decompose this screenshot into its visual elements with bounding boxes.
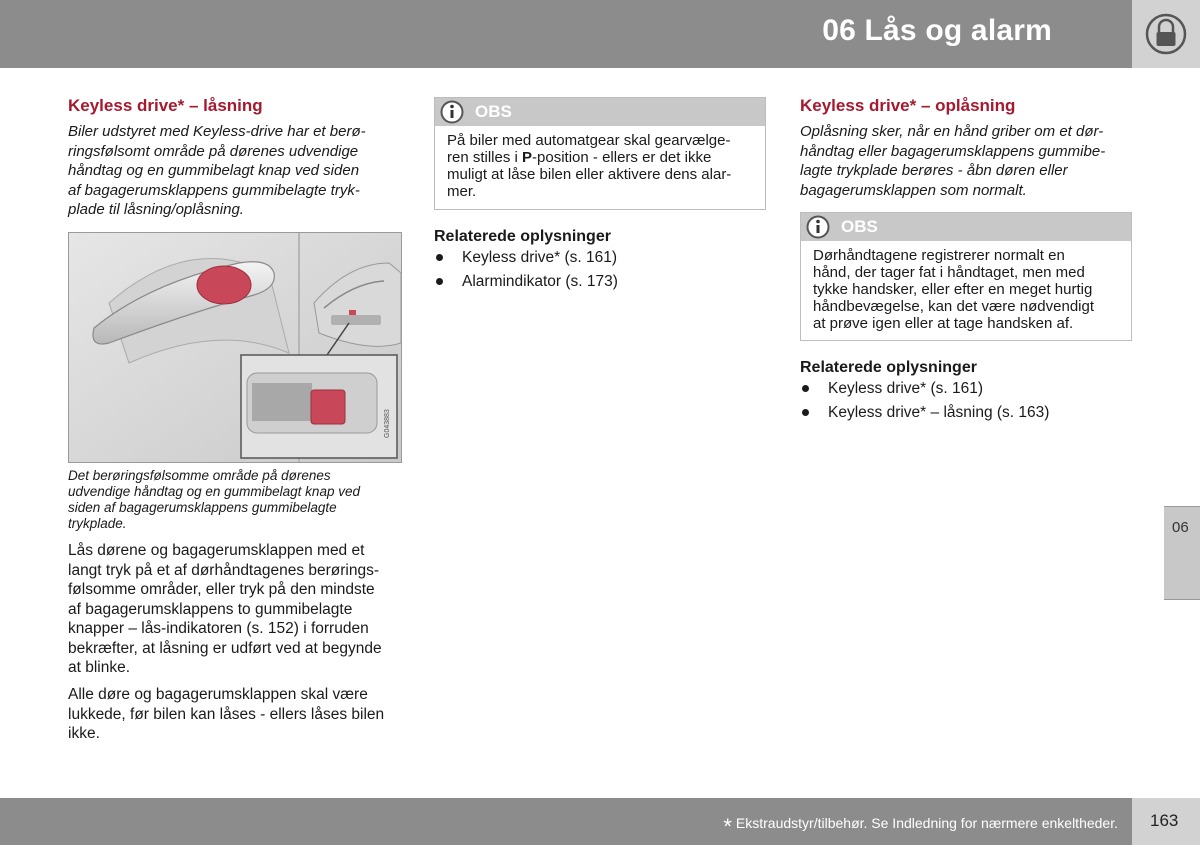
info-icon — [805, 215, 831, 239]
header-bar — [0, 0, 1132, 68]
door-handle-drawing — [69, 233, 401, 462]
obs-note-automatic-gear — [434, 97, 766, 210]
right-section-title: Keyless drive* – oplåsning — [800, 96, 1016, 115]
footer-note: * Ekstraudstyr/tilbehør. Se Indledning for nærmere enkeltheder. — [723, 814, 1118, 839]
figure-code: G043883 — [384, 409, 391, 438]
figure-caption: Det berøringsfølsomme område på dørenes udvendige håndtag og en gummibelagt knap ved siden af bagagerumsklappens gummibelagte trykplade. — [68, 468, 360, 531]
locking-paragraph: Lås dørene og bagagerumsklappen med et langt tryk på et af dørhåndtagenes berørings- følsomme områder, eller tryk på den mindste af bagagerumsklappens to gummibelagte knapper – lås-indikatoren (s. 152) i forruden bekræfter, at låsning er udført ved at begynde at blinke. — [68, 542, 382, 676]
obs-text: På biler med automatgear skal gearvælge- ren stilles i P-position - ellers er det ikke muligt at låse bilen eller aktivere dens alar- mer. — [447, 132, 732, 200]
related-link-keyless-locking[interactable]: Keyless drive* – låsning (s. 163) — [800, 403, 1049, 427]
doors-closed-paragraph: Alle døre og bagagerumsklappen skal være lukkede, før bilen kan låses - ellers låses bilen ikke. — [68, 686, 385, 742]
chapter-title: 06 Lås og alarm — [822, 14, 1052, 47]
obs-note-gloves — [800, 212, 1132, 341]
obs-label: OBS — [475, 102, 512, 121]
middle-related-title: Relaterede oplysninger — [434, 228, 611, 245]
left-intro: Biler udstyret med Keyless-drive har et berø- ringsfølsomt område på dørenes udvendige håndtag og en gummibelagt knap ved siden af bagagerumsklappens gummibelagte tryk- plade til låsning/oplåsning. — [68, 123, 366, 218]
footnote-star: * — [723, 814, 732, 839]
left-section-title: Keyless drive* – låsning — [68, 96, 263, 115]
middle-related-list — [434, 248, 618, 296]
padlock-icon — [1142, 12, 1190, 56]
page-number: 163 — [1150, 811, 1179, 830]
footer-bar — [0, 798, 1132, 845]
door-handle-illustration — [68, 232, 402, 463]
related-link-keyless-drive[interactable]: Keyless drive* (s. 161) — [800, 379, 1049, 403]
related-link-keyless-drive[interactable]: Keyless drive* (s. 161) — [434, 248, 618, 272]
related-link-alarm-indicator[interactable]: Alarmindikator (s. 173) — [434, 272, 618, 296]
chapter-number: 06 — [1172, 519, 1189, 536]
obs-text: Dørhåndtagene registrerer normalt en hånd, der tager fat i håndtaget, men med tykke handsker, eller efter en meget hurtig håndbevægelse, kan det være nødvendigt at prøve igen eller at tage handsken af. — [813, 247, 1095, 332]
page-number-box — [1132, 798, 1200, 845]
obs-label: OBS — [841, 217, 878, 236]
right-related-list — [800, 379, 1049, 427]
right-intro: Oplåsning sker, når en hånd griber om et dør- håndtag eller bagagerumsklappens gummibe- lagte trykplade berøres - åbn døren eller bagagerumsklappen som normalt. — [800, 123, 1106, 199]
info-icon — [439, 100, 465, 124]
obs-header — [435, 98, 765, 126]
chapter-side-tab[interactable] — [1164, 506, 1200, 600]
chapter-icon-box — [1132, 0, 1200, 68]
right-related-title: Relaterede oplysninger — [800, 359, 977, 376]
obs-header — [801, 213, 1131, 241]
